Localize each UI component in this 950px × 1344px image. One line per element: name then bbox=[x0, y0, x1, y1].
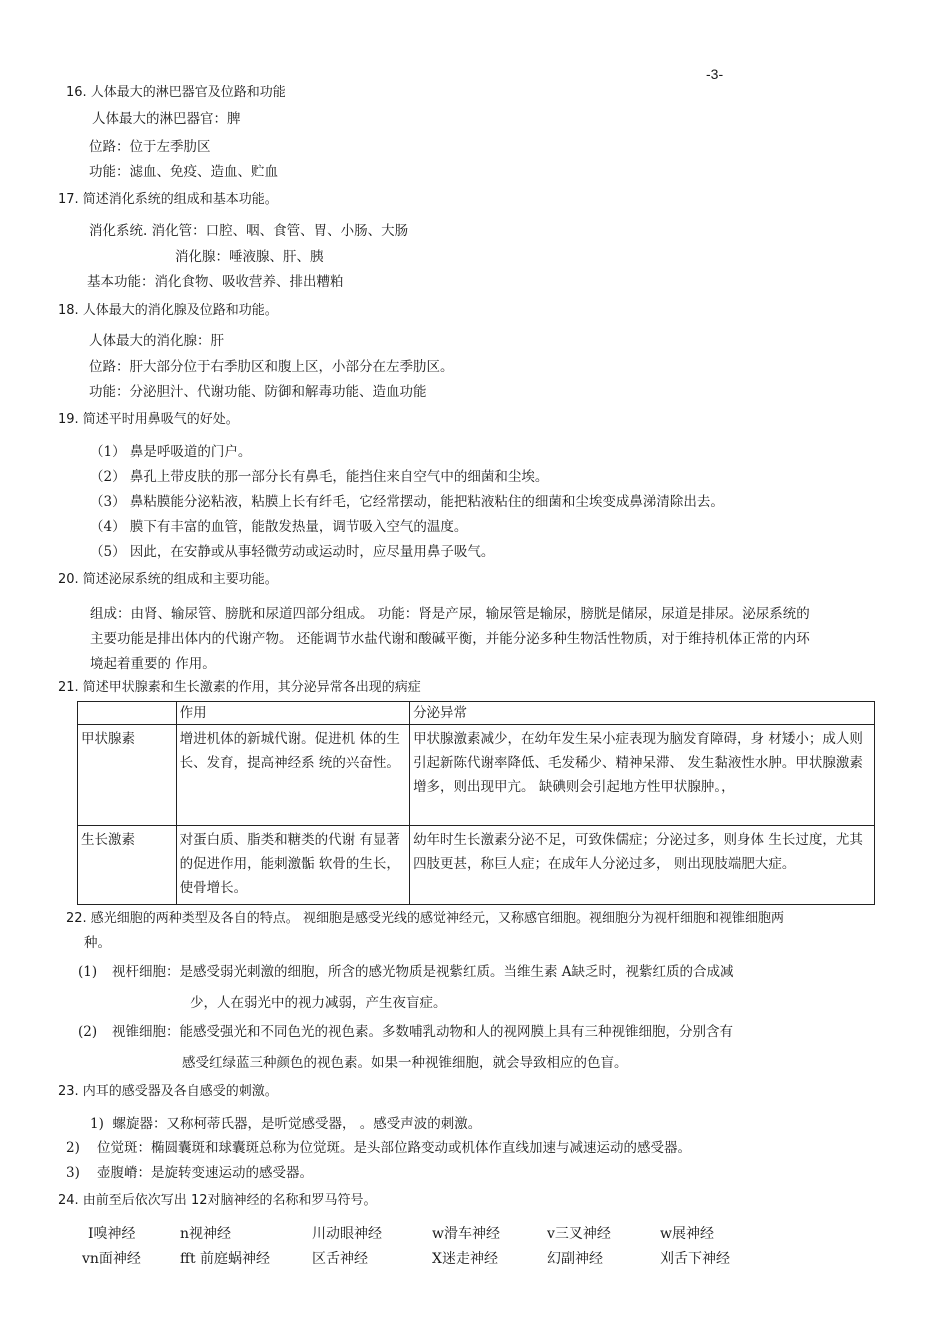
q17-line: 消化系统. 消化管：口腔、咽、食管、胃、小肠、大肠 bbox=[89, 223, 409, 239]
question-23-title: 23. 内耳的感受器及各自感受的刺激。 bbox=[58, 1084, 278, 1099]
q16-line: 人体最大的淋巴器官：脾 bbox=[92, 111, 241, 127]
question-19-title: 19. 简述平时用鼻吸气的好处。 bbox=[58, 412, 239, 427]
table-row bbox=[78, 826, 875, 905]
cranial-nerve: I嗅神经 bbox=[88, 1226, 136, 1242]
q18-line: 功能：分泌胆汁、代谢功能、防御和解毒功能、造血功能 bbox=[89, 384, 427, 400]
q17-line: 基本功能：消化食物、吸收营养、排出糟粕 bbox=[87, 274, 344, 290]
question-18-title: 18. 人体最大的消化腺及位路和功能。 bbox=[58, 303, 278, 318]
cranial-nerve: 川动眼神经 bbox=[312, 1226, 382, 1242]
q22-item-number: (1) bbox=[78, 964, 98, 980]
table-cell: 生长激素 bbox=[78, 826, 177, 905]
question-17-title: 17. 简述消化系统的组成和基本功能。 bbox=[58, 192, 278, 207]
page-number: -3- bbox=[706, 66, 724, 82]
item-number: （3） bbox=[90, 494, 126, 510]
table-cell: 对蛋白质、脂类和糖类的代谢 有显著的促进作用，能刺激骺 软骨的生长，使骨增长。 bbox=[176, 826, 409, 905]
q22-item-number: (2) bbox=[78, 1024, 98, 1040]
q18-line: 位路：肝大部分位于右季肋区和腹上区，小部分在左季肋区。 bbox=[89, 359, 454, 375]
q17-line: 消化腺：唾液腺、肝、胰 bbox=[175, 249, 324, 265]
item-text: 因此，在安静或从事轻微劳动或运动时，应尽量用鼻子吸气。 bbox=[129, 544, 495, 560]
item-number: 1) bbox=[90, 1116, 104, 1132]
cranial-nerve: vn面神经 bbox=[82, 1251, 141, 1267]
cranial-nerve: w滑车神经 bbox=[432, 1226, 500, 1242]
q22-item-text: 视锥细胞：能感受强光和不同色光的视色素。多数哺乳动物和人的视网膜上具有三种视锥细胞，分别含有 bbox=[112, 1024, 733, 1040]
q23-item bbox=[66, 1164, 313, 1182]
table-cell: 甲状腺素 bbox=[78, 725, 177, 826]
table-header-cell: 作用 bbox=[176, 702, 409, 725]
q22-item-text: 少，人在弱光中的视力减弱，产生夜盲症。 bbox=[190, 995, 447, 1011]
item-number: 2) bbox=[66, 1140, 80, 1156]
item-number: 3) bbox=[66, 1165, 80, 1181]
q20-line: 组成：由肾、输尿管、膀胱和尿道四部分组成。 功能：肾是产尿，输尿管是输尿，膀胱是储尿，尿道是排尿。泌尿系统的 bbox=[90, 606, 810, 622]
item-number: （1） bbox=[90, 444, 126, 460]
q16-line: 位路：位于左季肋区 bbox=[89, 139, 211, 155]
question-20-title: 20. 简述泌尿系统的组成和主要功能。 bbox=[58, 572, 278, 587]
q19-item bbox=[90, 443, 251, 461]
item-number: （5） bbox=[90, 544, 126, 560]
question-21-title: 21. 简述甲状腺素和生长激素的作用，其分泌异常各出现的病症 bbox=[58, 680, 421, 695]
item-text: 壶腹嵴：是旋转变速运动的感受器。 bbox=[97, 1165, 314, 1181]
q19-item bbox=[90, 518, 467, 536]
cranial-nerve: 刈舌下神经 bbox=[660, 1251, 730, 1267]
question-24-title: 24. 由前至后依次写出 12对脑神经的名称和罗马符号。 bbox=[58, 1193, 377, 1208]
item-text: 螺旋器：又称柯蒂氏器，是听觉感受器， 。感受声波的刺激。 bbox=[112, 1116, 482, 1132]
item-text: 鼻是呼吸道的门户。 bbox=[129, 444, 252, 460]
q18-line: 人体最大的消化腺：肝 bbox=[89, 333, 224, 349]
table-cell: 甲状腺激素减少，在幼年发生呆小症表现为脑发育障碍，身 材矮小；成人则引起新陈代谢率降低、毛发稀少、精神呆滞、 发生黏液性水肿。甲状腺激素增多，则出现甲亢。 缺碘则会引起地方性甲状腺肿。， bbox=[410, 725, 875, 826]
table-header-cell: 分泌异常 bbox=[410, 702, 875, 725]
item-text: 鼻孔上带皮肤的那一部分长有鼻毛，能挡住来自空气中的细菌和尘埃。 bbox=[129, 469, 549, 485]
q22-item-text: 视杆细胞：是感受弱光刺激的细胞，所含的感光物质是视紫红质。当维生素 A缺乏时，视紫红质的合成减 bbox=[112, 964, 734, 980]
item-text: 膜下有丰富的血管，能散发热量，调节吸入空气的温度。 bbox=[129, 519, 468, 535]
table-row bbox=[78, 725, 875, 826]
q23-item bbox=[66, 1139, 691, 1157]
table-header-cell bbox=[78, 702, 177, 725]
item-text: 鼻粘膜能分泌粘液，粘膜上长有纤毛，它经常摆动，能把粘液粘住的细菌和尘埃变成鼻涕清除出去。 bbox=[129, 494, 724, 510]
cranial-nerve: 幻副神经 bbox=[547, 1251, 603, 1267]
question-22-title: 22. 感光细胞的两种类型及各自的特点。 视细胞是感受光线的感觉神经元，又称感官细胞。视细胞分为视杆细胞和视锥细胞两 bbox=[66, 911, 784, 926]
item-number: （4） bbox=[90, 519, 126, 535]
q19-item bbox=[90, 493, 724, 511]
q20-line: 主要功能是排出体内的代谢产物。 还能调节水盐代谢和酸碱平衡，并能分泌多种生物活性物质，对于维持机体正常的内环 bbox=[90, 631, 810, 647]
question-22-title-cont: 种。 bbox=[84, 935, 111, 951]
item-number: （2） bbox=[90, 469, 126, 485]
q16-line: 功能：滤血、免疫、造血、贮血 bbox=[89, 164, 278, 180]
cranial-nerve: X迷走神经 bbox=[432, 1251, 498, 1267]
q19-item bbox=[90, 468, 548, 486]
q20-line: 境起着重要的 作用。 bbox=[90, 656, 216, 672]
question-16-title: 16. 人体最大的淋巴器官及位路和功能 bbox=[66, 85, 286, 100]
q19-item bbox=[90, 543, 494, 561]
q22-item-text: 感受红绿蓝三种颜色的视色素。如果一种视锥细胞，就会导致相应的色盲。 bbox=[182, 1055, 628, 1071]
table-cell: 增进机体的新城代谢。促进机 体的生长、发育，提高神经系 统的兴奋性。 bbox=[176, 725, 409, 826]
cranial-nerve: fft 前庭蜗神经 bbox=[180, 1251, 271, 1267]
cranial-nerve: v三叉神经 bbox=[547, 1226, 611, 1242]
table-header-row bbox=[78, 702, 875, 725]
table-cell: 幼年时生长激素分泌不足，可致侏儒症；分泌过多，则身体 生长过度，尤其四肢更甚，称巨人症；在成年人分泌过多， 则出现肢端肥大症。 bbox=[410, 826, 875, 905]
cranial-nerve: w展神经 bbox=[660, 1226, 714, 1242]
cranial-nerve: n视神经 bbox=[180, 1226, 232, 1242]
hormone-table bbox=[77, 701, 875, 905]
cranial-nerve: 区舌神经 bbox=[312, 1251, 368, 1267]
q23-item bbox=[90, 1115, 481, 1133]
item-text: 位觉斑：椭圆囊斑和球囊斑总称为位觉斑。是头部位路变动或机体作直线加速与减速运动的感受器。 bbox=[97, 1140, 692, 1156]
